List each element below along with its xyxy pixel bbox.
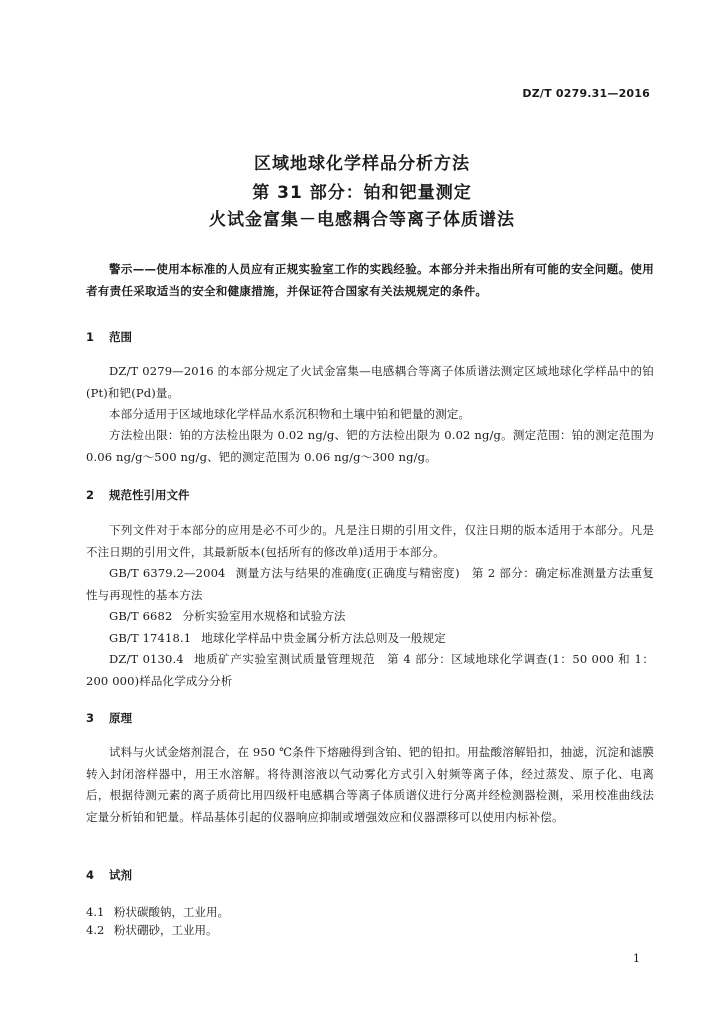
section-number: 2 — [86, 488, 95, 502]
standard-code: DZ/T 0279.31—2016 — [522, 87, 650, 100]
section-title: 试剂 — [109, 868, 132, 882]
reference-item — [86, 563, 654, 606]
item-text: 粉状硼砂，工业用。 — [114, 923, 218, 937]
item-number: 4.1 — [86, 905, 105, 919]
section-title: 范围 — [109, 330, 132, 344]
section-title: 原理 — [109, 711, 132, 725]
reference-code: DZ/T 0130.4 — [109, 652, 184, 666]
section-2-heading — [86, 487, 190, 503]
reference-item — [86, 606, 654, 628]
reference-item — [86, 649, 654, 692]
scope-paragraph-2: 本部分适用于区域地球化学样品水系沉积物和土壤中铂和钯量的测定。 — [109, 407, 471, 421]
section-number: 1 — [86, 330, 95, 344]
section-1-heading — [86, 329, 132, 345]
section-number: 4 — [86, 868, 95, 882]
reference-title: 测量方法与结果的准确度(正确度与精密度) 第 2 部分：确定标准测量方法重复性与再现性的基本方法 — [86, 566, 655, 602]
title-line-1: 区域地球化学样品分析方法 — [254, 154, 470, 174]
reference-title: 地质矿产实验室测试质量管理规范 第 4 部分：区域地球化学调查(1：50 000 和 1：200 000)样品化学成分分析 — [86, 652, 654, 688]
reference-title: 地球化学样品中贵金属分析方法总则及一般规定 — [201, 631, 446, 645]
section-title: 规范性引用文件 — [109, 488, 190, 502]
scope-paragraph-3: 方法检出限：铂的方法检出限为 0.02 ng/g、钯的方法检出限为 0.02 ng/g。测定范围：铂的测定范围为 0.06 ng/g～500 ng/g、钯的测定范围为 0.06 ng/g～300 ng/g。 — [86, 428, 654, 464]
reference-title: 分析实验室用水规格和试验方法 — [182, 609, 346, 623]
reference-code: GB/T 17418.1 — [109, 631, 192, 645]
reagent-item — [86, 922, 218, 938]
section-4-heading — [86, 867, 132, 883]
scope-paragraph-1: DZ/T 0279—2016 的本部分规定了火试金富集—电感耦合等离子体质谱法测定区域地球化学样品中的铂(Pt)和钯(Pd)量。 — [86, 364, 654, 400]
item-number: 4.2 — [86, 923, 105, 937]
reference-code: GB/T 6379.2—2004 — [109, 566, 226, 580]
reagent-item — [86, 904, 229, 920]
references-intro: 下列文件对于本部分的应用是必不可少的。凡是注日期的引用文件，仅注日期的版本适用于本部分。凡是不注日期的引用文件，其最新版本(包括所有的修改单)适用于本部分。 — [86, 523, 654, 559]
warning-paragraph: 警示——使用本标准的人员应有正规实验室工作的实践经验。本部分并未指出所有可能的安全问题。使用者有责任采取适当的安全和健康措施，并保证符合国家有关法规规定的条件。 — [86, 262, 654, 298]
section-3-heading — [86, 710, 132, 726]
principle-paragraph: 试料与火试金熔剂混合，在 950 ℃条件下熔融得到含铂、钯的铅扣。用盐酸溶解铅扣，抽滤，沉淀和滤膜转入封闭溶样器中，用王水溶解。将待测溶液以气动雾化方式引入射频等离子体，经过蒸发、原子化、电离后，根据待测元素的离子质荷比用四级杆电感耦合等离子体质谱仪进行分离并经检测器检测，采用校准曲线法定量分析铂和钯量。样品基体引起的仪器响应抑制或增强效应和仪器漂移可以使用内标补偿。 — [86, 745, 654, 824]
section-number: 3 — [86, 711, 95, 725]
reference-item — [86, 628, 654, 650]
page-number: 1 — [633, 952, 640, 965]
reference-code: GB/T 6682 — [109, 609, 173, 623]
title-line-3: 火试金富集－电感耦合等离子体质谱法 — [209, 210, 515, 230]
item-text: 粉状碳酸钠，工业用。 — [114, 905, 229, 919]
title-line-2: 第 31 部分：铂和钯量测定 — [252, 183, 472, 203]
